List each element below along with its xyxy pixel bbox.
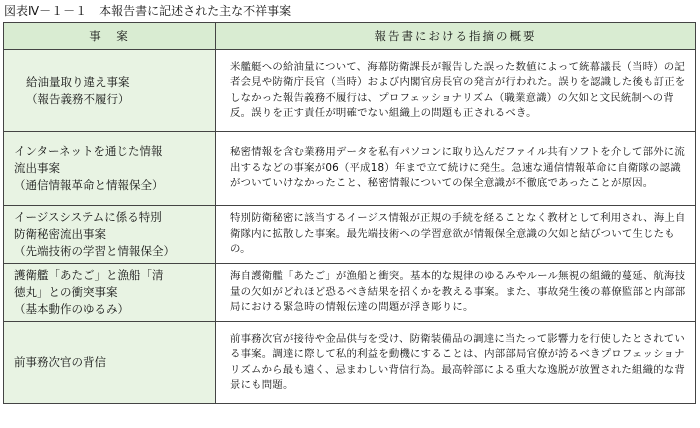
case-cell	[4, 322, 216, 404]
case-line: 前事務次官の背信	[14, 355, 106, 369]
case-line: （先端技術の学習と情報保全）	[14, 244, 175, 258]
case-cell	[4, 50, 216, 132]
table-row	[4, 50, 696, 132]
header-case: 事 案	[4, 23, 216, 50]
table-row	[4, 322, 696, 404]
figure-caption: 図表Ⅳ－１－１ 本報告書に記述された主な不祥事案	[4, 4, 292, 18]
case-line: イージスシステムに係る特別	[14, 210, 162, 224]
table-header-row	[4, 23, 696, 50]
summary-cell: 前事務次官が接待や金品供与を受け、防衛装備品の調達に当たって影響力を行使したとされている事案。調達に際して私的利益を動機にすることは、内部部局官僚が誇るべきプロフェッショナリズムから最も遠く、忌まわしい背信行為。最高幹部による重大な逸脱が放置された組織的な背景にも問題。	[216, 322, 696, 404]
case-line: 護衛艦「あたご」と漁船「清	[14, 268, 164, 282]
case-cell	[4, 206, 216, 264]
case-cell	[4, 132, 216, 206]
summary-cell: 米艦艇への給油量について、海幕防衛課長が報告した誤った数値によって統幕議長（当時）の記者会見や防衛庁長官（当時）および内閣官房長官の発言が行われた。誤りを認識した後も訂正をしなかった報告義務不履行は、プロフェッショナリズム（職業意識）の欠如と文民統制への背反。誤りを正す責任が明確でない組織上の問題も正されるべき。	[216, 50, 696, 132]
case-line: インターネットを通じた情報	[14, 144, 163, 158]
scandal-table	[3, 22, 696, 404]
summary-cell: 秘密情報を含む業務用データを私有パソコンに取り込んだファイル共有ソフトを介して部外に流出するなどの事案が06（平成18）年まで立て続けに発生。急速な通信情報革命に自衛隊の認識がついていけなかったこと、秘密情報についての保全意識が不徹底であったことが原因。	[216, 132, 696, 206]
case-line: （通信情報革命と情報保全）	[14, 178, 164, 192]
summary-cell: 海自護衛艦「あたご」が漁船と衝突。基本的な規律のゆるみやルール無視の組織的蔓延、航海技量の欠如がどれほど恐るべき結果を招くかを教える事案。また、事故発生後の幕僚監部と内部部局における緊急時の情報伝達の問題が浮き彫りに。	[216, 264, 696, 322]
case-line: 流出事案	[14, 161, 60, 175]
table-row	[4, 132, 696, 206]
case-line: （基本動作のゆるみ）	[14, 302, 129, 316]
case-cell	[4, 264, 216, 322]
table-row	[4, 206, 696, 264]
header-summary: 報告書における指摘の概要	[216, 23, 696, 50]
case-line: 徳丸」との衝突事案	[14, 285, 118, 299]
case-line: 給油量取り違え事案	[26, 74, 130, 89]
case-line: 防衛秘密流出事案	[14, 227, 106, 241]
case-line: （報告義務不履行）	[26, 91, 130, 106]
summary-cell: 特別防衛秘密に該当するイージス情報が正規の手続を経ることなく教材として利用され、海上自衛隊内に拡散した事案。最先端技術への学習意欲が情報保全意識の欠如と結びついて生じたもの。	[216, 206, 696, 264]
table-row	[4, 264, 696, 322]
